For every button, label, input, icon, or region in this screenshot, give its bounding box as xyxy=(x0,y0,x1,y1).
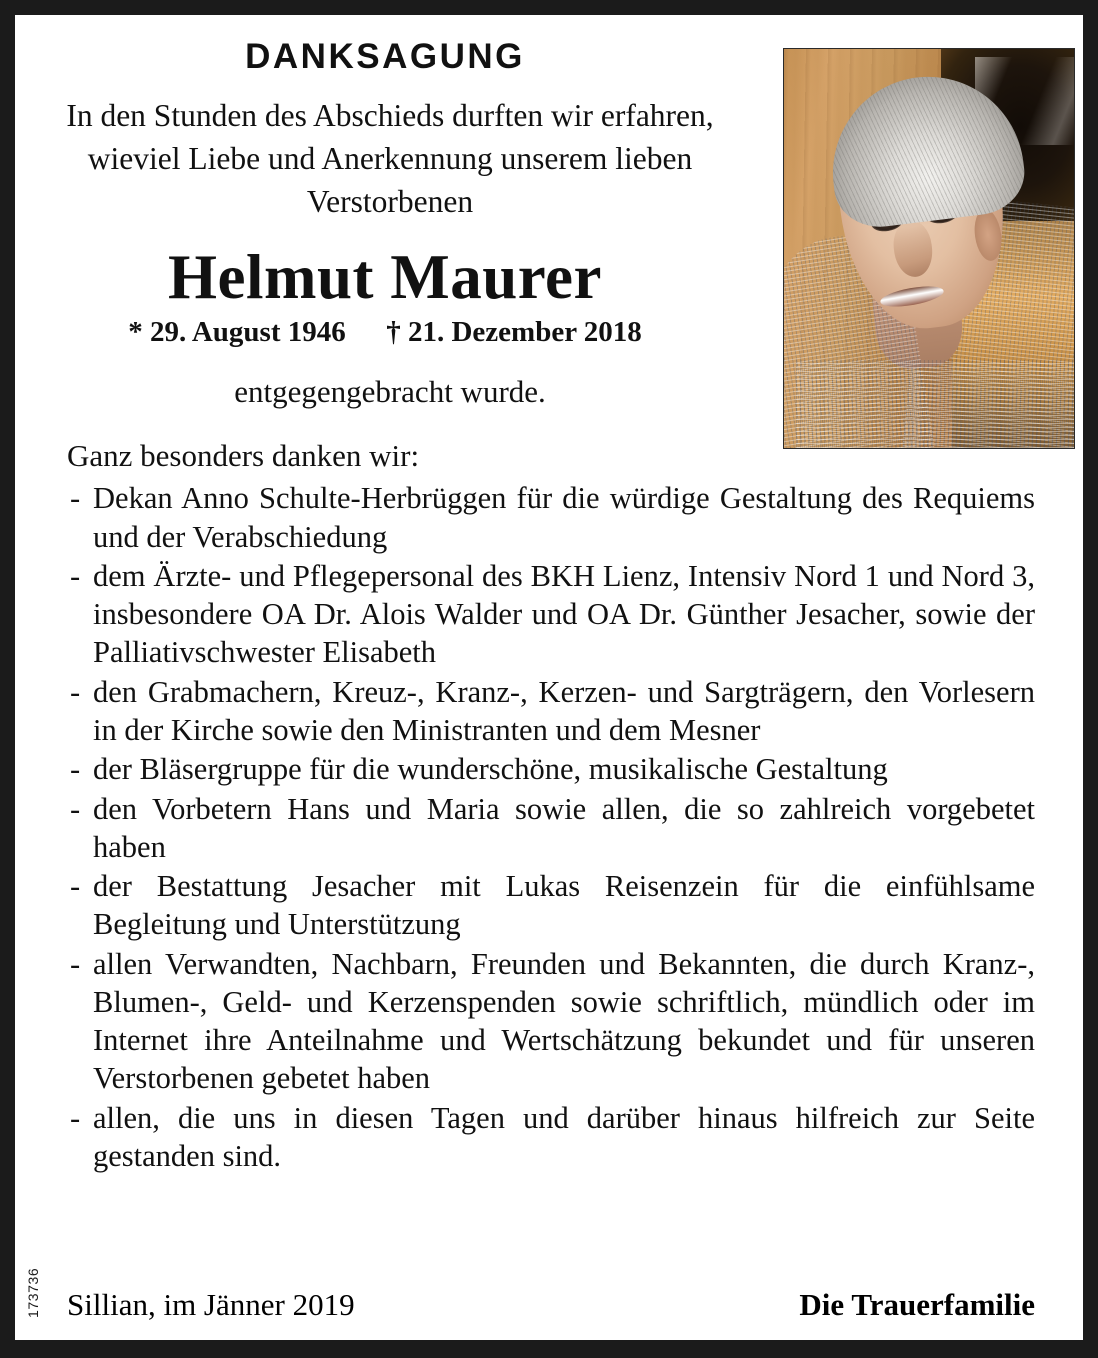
list-item: - allen, die uns in diesen Tagen und darüber hinaus hilfreich zur Seite gestanden sind. xyxy=(67,1099,1035,1176)
list-item: - der Bestattung Jesacher mit Lukas Reisenzein für die einfühlsame Begleitung und Unterstützung xyxy=(67,867,1035,944)
death-date: † 21. Dezember 2018 xyxy=(386,315,642,348)
closing-line: entgegengebracht wurde. xyxy=(234,373,546,409)
family-signature: Die Trauerfamilie xyxy=(799,1287,1035,1322)
notice-card xyxy=(15,15,1083,1340)
thanks-lead-in: Ganz besonders danken wir: xyxy=(67,437,420,473)
notice-heading: DANKSAGUNG xyxy=(245,37,525,76)
life-dates xyxy=(15,316,755,349)
deceased-name: Helmut Maurer xyxy=(168,242,602,313)
list-item: - Dekan Anno Schulte-Herbrüggen für die würdige Gestaltung des Requiems und der Verabschiedung xyxy=(67,479,1035,556)
reference-number: 173736 xyxy=(25,1267,41,1318)
birth-date: * 29. August 1946 xyxy=(128,315,346,348)
place-and-date: Sillian, im Jänner 2019 xyxy=(67,1287,355,1322)
notice-footer xyxy=(67,1287,1035,1323)
list-item: - den Vorbetern Hans und Maria sowie allen, die so zahlreich vorgebetet haben xyxy=(67,790,1035,867)
thanks-list xyxy=(67,479,1035,1175)
list-item: - dem Ärzte- und Pflegepersonal des BKH Lienz, Intensiv Nord 1 und Nord 3, insbesondere OA Dr. Alois Walder und OA Dr. Günther Jesacher, sowie der Palliativschwester Elisabeth xyxy=(67,557,1035,672)
list-item: - den Grabmachern, Kreuz-, Kranz-, Kerzen- und Sargträgern, den Vorlesern in der Kirche sowie den Ministranten und dem Mesner xyxy=(67,673,1035,750)
list-item: - der Bläsergruppe für die wunderschöne, musikalische Gestaltung xyxy=(67,750,1035,788)
intro-text: In den Stunden des Abschieds durften wir erfahren, wieviel Liebe und Anerkennung unserem lieben Verstorbenen xyxy=(66,98,714,220)
notice-content xyxy=(15,15,1083,1176)
list-item: - allen Verwandten, Nachbarn, Freunden und Bekannten, die durch Kranz-, Blumen-, Geld- und Kerzenspenden sowie schriftlich, mündlich oder im Internet ihre Anteilnahme und Wertschätzung bekundet und für unseren Verstorbenen gebetet haben xyxy=(67,945,1035,1098)
